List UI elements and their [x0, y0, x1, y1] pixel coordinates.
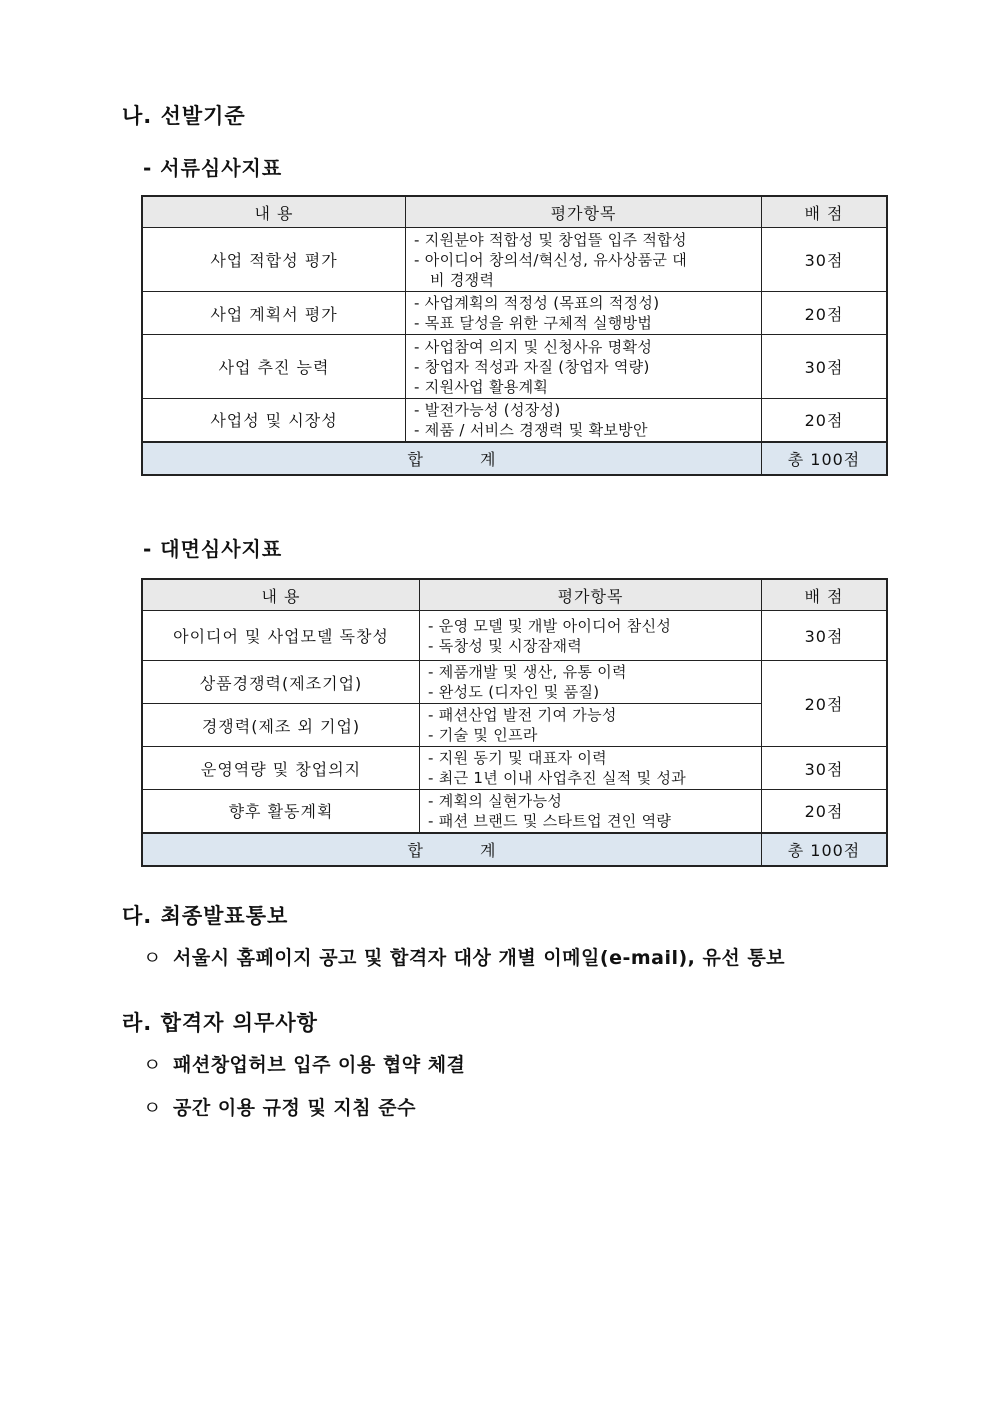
interview-review-title: - 대면심사지표: [143, 537, 283, 561]
section-c-heading: 다. 최종발표통보: [122, 904, 289, 928]
item-line: - 완성도 (디자인 및 품질): [428, 683, 600, 701]
row-items: [420, 790, 762, 833]
item-line: - 사업계획의 적정성 (목표의 적정성): [414, 294, 660, 312]
row-items: [420, 747, 762, 790]
row-items: [406, 292, 762, 335]
header-items: 평가항목: [420, 579, 762, 611]
table-row: [142, 335, 887, 399]
item-line: - 목표 달성을 위한 구체적 실행방법: [414, 314, 653, 332]
table-row: [142, 790, 887, 833]
row-items: [406, 335, 762, 399]
item-line: - 계획의 실현가능성: [428, 791, 563, 810]
row-score: 20점: [762, 399, 888, 442]
row-content: 사업 추진 능력: [142, 335, 406, 399]
header-content: 내 용: [142, 579, 420, 611]
table-row: [142, 661, 887, 704]
item-line: - 지원 동기 및 대표자 이력: [428, 749, 607, 767]
item-line: - 발전가능성 (성장성): [414, 400, 561, 419]
row-score: 20점: [762, 790, 888, 833]
item-line: - 운영 모델 및 개발 아이디어 참신성: [428, 616, 672, 635]
row-content: 향후 활동계획: [142, 790, 420, 833]
section-b-heading: 나. 선발기준: [122, 104, 246, 128]
row-score: 30점: [762, 335, 888, 399]
total-row: [142, 442, 887, 475]
header-score: 배 점: [762, 579, 888, 611]
bullet-mark: ㅇ: [143, 1054, 162, 1076]
total-label: 합 계: [142, 442, 762, 475]
item-line: - 사업참여 의지 및 신청사유 명확성: [414, 337, 653, 356]
item-line: - 기술 및 인프라: [428, 726, 538, 744]
header-items: 평가항목: [406, 196, 762, 228]
header-score: 배 점: [762, 196, 888, 228]
total-value: 총 100점: [762, 833, 888, 866]
row-items: [420, 611, 762, 661]
table-row: [142, 228, 887, 292]
row-items: [406, 399, 762, 442]
interview-review-table: [141, 578, 888, 867]
row-items: [406, 228, 762, 292]
row-content: 아이디어 및 사업모델 독창성: [142, 611, 420, 661]
total-row: [142, 833, 887, 866]
row-items: [420, 704, 762, 747]
item-line: - 독창성 및 시장잠재력: [428, 636, 583, 655]
bullet-mark: ㅇ: [143, 947, 162, 969]
section-c-bullet: [143, 943, 785, 970]
item-line: - 최근 1년 이내 사업추진 실적 및 성과: [428, 769, 687, 787]
bullet-mark: ㅇ: [143, 1097, 162, 1119]
row-score: 30점: [762, 747, 888, 790]
bullet-text: 서울시 홈페이지 공고 및 합격자 대상 개별 이메일(e-mail), 유선 통보: [173, 947, 786, 969]
row-content: 운영역량 및 창업의지: [142, 747, 420, 790]
doc-review-title: - 서류심사지표: [143, 156, 283, 180]
section-d-heading: 라. 합격자 의무사항: [122, 1011, 318, 1035]
row-score: 20점: [762, 661, 888, 747]
row-score: 20점: [762, 292, 888, 335]
item-line: - 패션산업 발전 기여 가능성: [428, 706, 617, 724]
row-content: 경쟁력(제조 외 기업): [142, 704, 420, 747]
item-line: - 제품 / 서비스 경쟁력 및 확보방안: [414, 420, 648, 439]
table-row: [142, 399, 887, 442]
item-line: - 지원사업 활용계획: [414, 377, 549, 396]
header-content: 내 용: [142, 196, 406, 228]
row-content: 사업 계획서 평가: [142, 292, 406, 335]
item-line: - 창업자 적성과 자질 (창업자 역량): [414, 357, 650, 376]
row-content: 상품경쟁력(제조기업): [142, 661, 420, 704]
item-line: - 지원분야 적합성 및 창업뜰 입주 적합성: [414, 230, 687, 249]
table-row: [142, 292, 887, 335]
bullet-text: 패션창업허브 입주 이용 협약 체결: [173, 1054, 466, 1076]
bullet-text: 공간 이용 규정 및 지침 준수: [173, 1097, 416, 1119]
table-row: [142, 747, 887, 790]
doc-review-table: [141, 195, 888, 476]
item-line: 비 경쟁력: [430, 270, 495, 289]
table-header-row: [142, 579, 887, 611]
item-line: - 패션 브랜드 및 스타트업 견인 역량: [428, 811, 672, 830]
total-label: 합 계: [142, 833, 762, 866]
section-d-bullet: [143, 1050, 465, 1077]
row-content: 사업 적합성 평가: [142, 228, 406, 292]
row-items: [420, 661, 762, 704]
section-d-bullet: [143, 1093, 416, 1120]
item-line: - 제품개발 및 생산, 유통 이력: [428, 663, 627, 681]
total-value: 총 100점: [762, 442, 888, 475]
item-line: - 아이디어 창의석/혁신성, 유사상품군 대: [414, 250, 688, 269]
table-row: [142, 611, 887, 661]
table-header-row: [142, 196, 887, 228]
row-content: 사업성 및 시장성: [142, 399, 406, 442]
row-score: 30점: [762, 611, 888, 661]
row-score: 30점: [762, 228, 888, 292]
